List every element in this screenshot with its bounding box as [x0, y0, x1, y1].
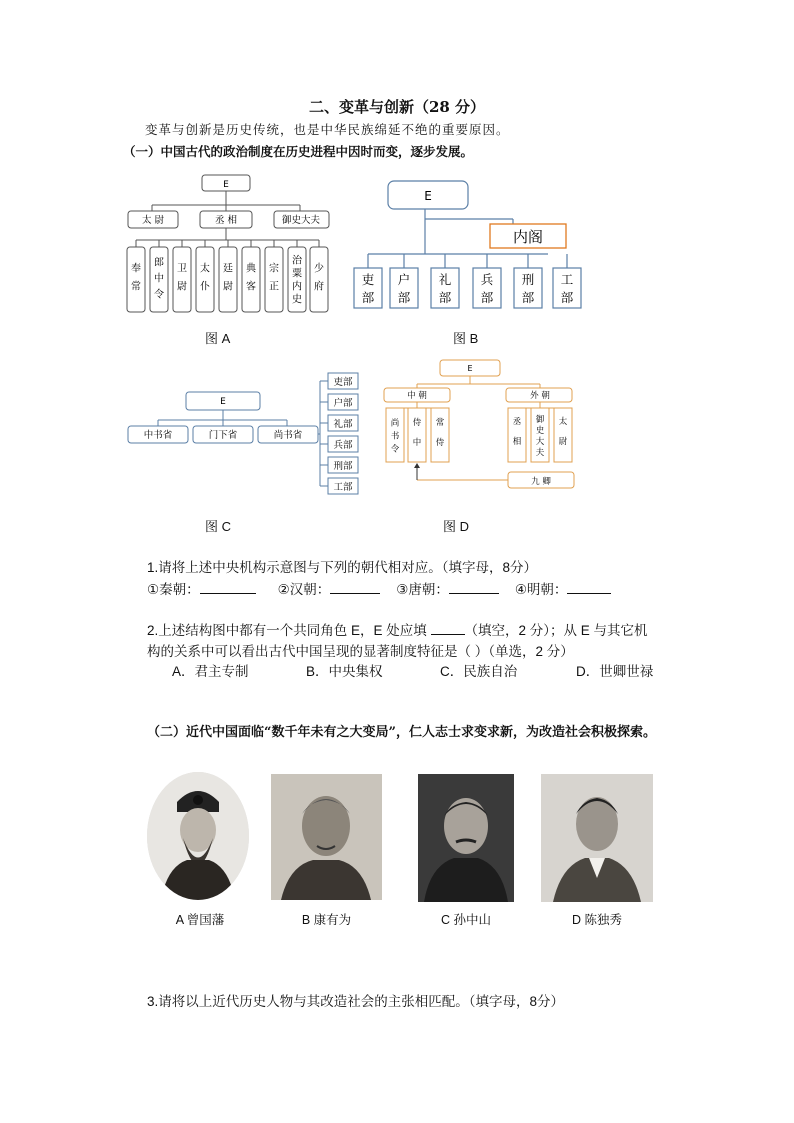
- portrait-icon: [418, 774, 514, 902]
- c-department: 中书省: [143, 430, 173, 441]
- portrait-a: [147, 772, 249, 900]
- d-outer-office: 丞相: [512, 417, 522, 447]
- portrait-icon: [541, 774, 653, 902]
- q1-item-qin: ①秦朝：: [147, 578, 256, 598]
- diagram-d: [380, 356, 580, 496]
- c-ministry: 礼部: [333, 419, 353, 430]
- part2-heading: （二）近代中国面临“数千年未有之大变局”，仁人志士求变求新，为改造社会积极探索。: [147, 725, 656, 740]
- d-outer: 外 朝: [530, 391, 550, 401]
- diagram-b-caption: 图 B: [453, 331, 479, 346]
- q1-item-han: ②汉朝：: [278, 578, 381, 598]
- a-minister: 宗正: [269, 263, 279, 293]
- c-ministry: 工部: [333, 482, 353, 493]
- portrait-c-label: C 孙中山: [440, 913, 491, 927]
- q2-options: [172, 660, 653, 680]
- q1-item-tang: ③唐朝：: [396, 578, 499, 598]
- d-inner-office: 侍中: [412, 418, 422, 448]
- a-minister: 郎中令: [154, 257, 164, 301]
- diagram-d-caption: 图 D: [443, 519, 470, 534]
- a-minister: 太仆: [200, 263, 210, 293]
- c-department: 尚书省: [273, 430, 303, 441]
- b-ministry: 兵部: [480, 272, 494, 305]
- q2-option-d: D．世卿世禄: [576, 664, 654, 679]
- section-title: 二、变革与创新（28 分）: [308, 98, 486, 116]
- b-ministry: 吏部: [361, 272, 375, 305]
- c-ministry: 吏部: [333, 377, 353, 388]
- diagram-b: [348, 176, 588, 316]
- c-ministry: 户部: [333, 398, 353, 409]
- portrait-b: [271, 774, 382, 900]
- q2-option-a: A．君主专制: [172, 664, 249, 679]
- a-minister: 奉常: [131, 263, 141, 293]
- d-inner-office: 常侍: [435, 418, 445, 448]
- a-office: 丞 相: [214, 215, 238, 226]
- portrait-d-label: D 陈独秀: [571, 913, 622, 927]
- diagram-c-caption: 图 C: [205, 519, 232, 534]
- diagram-c: [122, 370, 362, 498]
- a-minister: 卫尉: [177, 263, 187, 293]
- d-bottom: 九 卿: [531, 477, 551, 487]
- diagram-a-caption: 图 A: [205, 331, 231, 346]
- a-office: 太 尉: [141, 215, 165, 226]
- b-ministry: 工部: [560, 272, 574, 305]
- q3-text: 3.请将以上近代历史人物与其改造社会的主张相匹配。（填字母，8分）: [147, 994, 565, 1009]
- portrait-b-label: B 康有为: [301, 913, 352, 927]
- d-top: E: [467, 364, 473, 373]
- d-inner: 中 朝: [407, 391, 427, 401]
- q1-item-ming: ④明朝：: [515, 578, 612, 598]
- part1-heading: （一）中国古代的政治制度在历史进程中因时而变，逐步发展。: [123, 144, 474, 159]
- q1-items: [147, 578, 611, 598]
- q2-option-b: B．中央集权: [306, 664, 383, 679]
- b-ministry: 户部: [397, 272, 411, 305]
- a-minister: 典客: [246, 263, 256, 293]
- c-top: E: [220, 397, 226, 407]
- a-minister: 廷尉: [223, 263, 233, 293]
- portrait-icon: [271, 774, 382, 900]
- d-outer-office: 御史大夫: [535, 415, 545, 458]
- b-ministry: 刑部: [521, 272, 535, 305]
- b-side: 内阁: [512, 228, 544, 246]
- a-office: 御史大夫: [281, 215, 321, 226]
- b-top: E: [424, 189, 432, 203]
- portrait-icon: [147, 772, 249, 900]
- a-minister: 治粟内史: [292, 255, 302, 306]
- d-outer-office: 太尉: [558, 417, 568, 447]
- intro-text: 变革与创新是历史传统，也是中华民族绵延不绝的重要原因。: [145, 122, 510, 137]
- c-ministry: 刑部: [333, 461, 353, 472]
- q2-line2: 构的关系中可以看出古代中国呈现的显著制度特征是（ ）（单选，2 分）: [147, 644, 574, 659]
- c-ministry: 兵部: [333, 440, 353, 451]
- q1-text: 1.请将上述中央机构示意图与下列的朝代相对应。（填字母，8分）: [147, 560, 538, 575]
- q2-line1: 2.上述结构图中都有一个共同角色 E，E 处应填 （填空，2 分）；从 E 与其它机: [147, 619, 677, 639]
- portrait-a-label: A 曾国藩: [175, 913, 225, 927]
- a-minister: 少府: [314, 263, 324, 293]
- portrait-d: [541, 774, 653, 902]
- d-inner-office: 尚书令: [390, 418, 400, 455]
- diagram-a: [120, 170, 335, 320]
- c-department: 门下省: [208, 430, 238, 441]
- b-ministry: 礼部: [438, 272, 452, 305]
- q2-option-c: C．民族自治: [440, 664, 518, 679]
- portrait-c: [418, 774, 514, 902]
- a-top: E: [223, 180, 229, 190]
